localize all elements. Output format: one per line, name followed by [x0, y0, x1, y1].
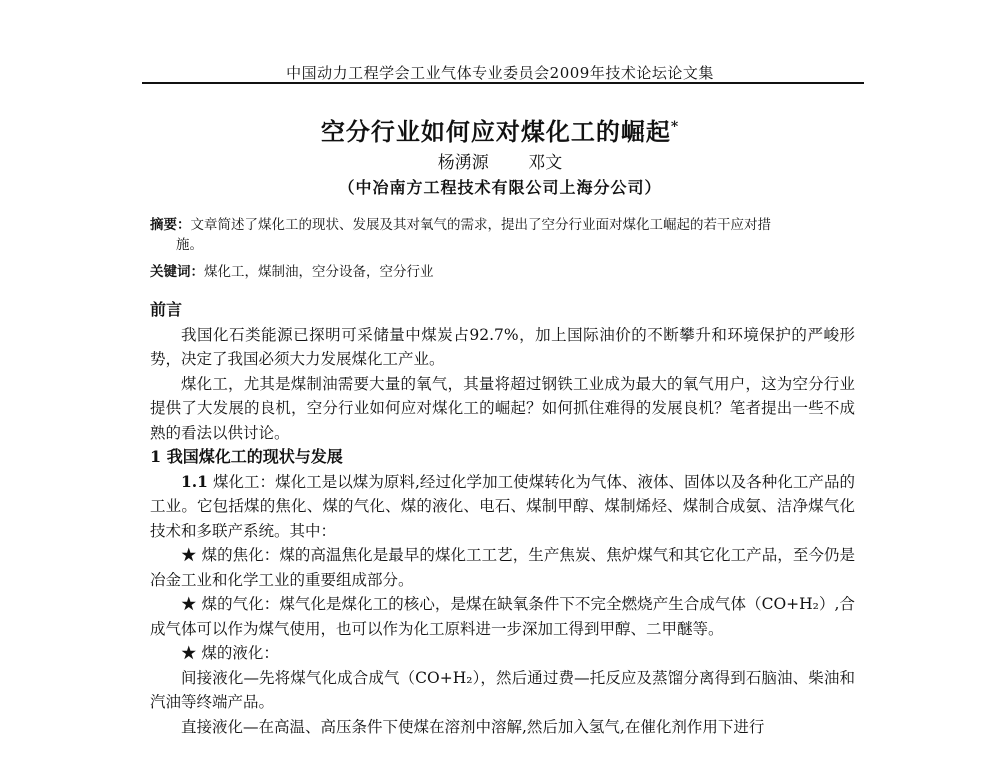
abstract	[150, 215, 860, 255]
affiliation: （中冶南方工程技术有限公司上海分公司）	[338, 178, 662, 197]
keywords-label: 关键词：	[150, 264, 204, 280]
bullet-liquefaction: ★ 煤的液化：	[181, 644, 279, 662]
abstract-text-line2: 施。	[176, 237, 203, 253]
header-rule	[142, 82, 864, 84]
preface-paragraph-1: 我国化石类能源已探明可采储量中煤炭占92.7%，加上国际油价的不断攀升和环境保护的严峻形势，决定了我国必须大力发展煤化工产业。	[150, 325, 855, 368]
section-1-heading: 1 我国煤化工的现状与发展	[150, 447, 343, 466]
body-text	[150, 298, 855, 739]
preface-paragraph-2: 煤化工，尤其是煤制油需要大量的氧气，其量将超过钢铁工业成为最大的氧气用户，这为空分行业提供了大发展的良机，空分行业如何应对煤化工的崛起？如何抓住难得的发展良机？笔者提出一些不成熟的看法以供讨论。	[150, 374, 855, 442]
abstract-label: 摘要：	[150, 217, 191, 233]
section-1-1-label: 1.1	[181, 471, 208, 491]
abstract-text-line1: 文章简述了煤化工的现状、发展及其对氧气的需求，提出了空分行业面对煤化工崛起的若干应对措	[190, 217, 771, 233]
bullet-coking: ★ 煤的焦化：煤的高温焦化是最早的煤化工工艺，生产焦炭、焦炉煤气和其它化工产品，至今仍是冶金工业和化学工业的重要组成部分。	[150, 546, 855, 589]
bullet-gasification: ★ 煤的气化：煤气化是煤化工的核心，是煤在缺氧条件下不完全燃烧产生合成气体（CO+H₂）,合成气体可以作为煤气使用，也可以作为化工原料进一步深加工得到甲醇、二甲醚等。	[150, 595, 855, 638]
direct-liquefaction: 直接液化—在高温、高压条件下使煤在溶剂中溶解,然后加入氢气,在催化剂作用下进行	[181, 717, 765, 736]
running-head: 中国动力工程学会工业气体专业委员会2009年技术论坛论文集	[286, 64, 714, 82]
keywords	[150, 260, 860, 280]
keywords-text: 煤化工，煤制油，空分设备，空分行业	[204, 264, 434, 280]
title-text: 空分行业如何应对煤化工的崛起	[320, 117, 671, 146]
section-1-1-paragraph	[150, 470, 855, 544]
preface-heading: 前言	[150, 300, 183, 319]
article-title	[0, 112, 1000, 147]
section-1-1-text: 煤化工：煤化工是以煤为原料,经过化学加工使煤转化为气体、液体、固体以及各种化工产品的工业。它包括煤的焦化、煤的气化、煤的液化、电石、煤制甲醇、煤制烯烃、煤制合成氨、洁净煤气化技术和多联产系统。其中：	[150, 472, 855, 540]
title-footnote-mark: *	[670, 119, 680, 135]
indirect-liquefaction: 间接液化—先将煤气化成合成气（CO+H₂），然后通过费—托反应及蒸馏分离得到石脑油、柴油和汽油等终端产品。	[150, 668, 855, 711]
authors: 杨湧源 邓文	[437, 153, 563, 173]
